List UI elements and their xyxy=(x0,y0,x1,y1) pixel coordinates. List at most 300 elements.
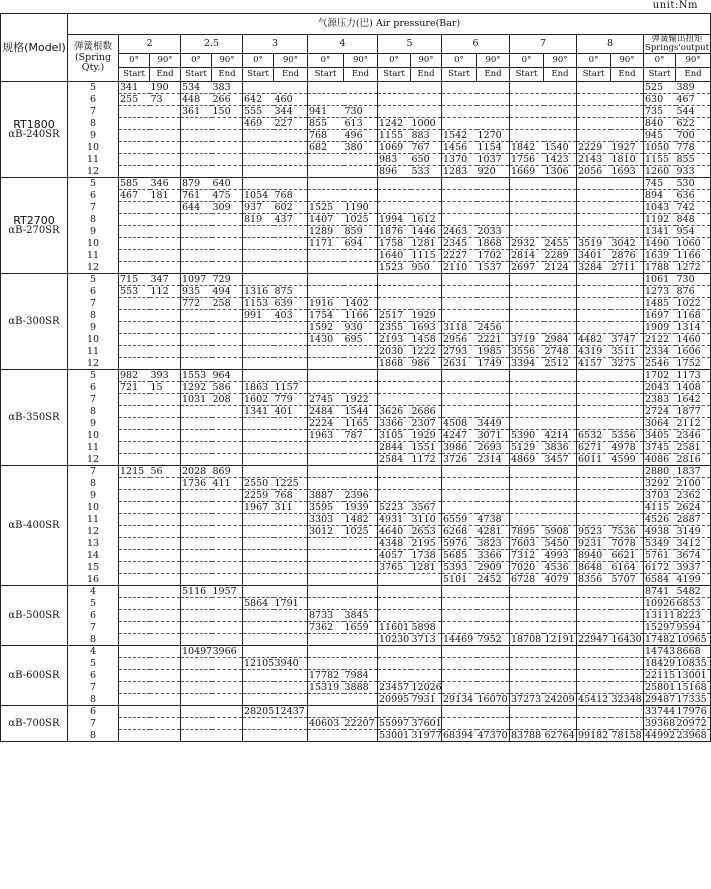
torque-cell: 2581 xyxy=(676,442,711,454)
torque-cell xyxy=(243,682,274,694)
torque-cell xyxy=(378,94,411,106)
torque-cell: 7312 xyxy=(510,550,544,562)
torque-cell: 1153 xyxy=(243,298,274,310)
spring-qty-cell: 5 xyxy=(68,370,119,382)
torque-cell: 3292 xyxy=(644,478,676,490)
torque-cell xyxy=(611,226,644,238)
torque-cell: 32348 xyxy=(611,693,642,705)
torque-cell: 1738 xyxy=(411,550,442,562)
torque-cell: 55997 xyxy=(379,717,410,729)
table-row xyxy=(1,142,711,154)
torque-cell: 2693 xyxy=(477,442,510,454)
torque-cell xyxy=(577,622,611,634)
torque-cell: 3401 xyxy=(577,250,611,262)
torque-cell xyxy=(510,106,544,118)
torque-cell: 1837 xyxy=(676,466,711,478)
torque-cell xyxy=(308,442,344,454)
torque-cell xyxy=(243,562,274,574)
torque-cell xyxy=(477,82,510,94)
torque-cell xyxy=(611,82,644,94)
torque-cell xyxy=(243,694,274,706)
torque-cell xyxy=(308,358,344,370)
torque-cell: 5898 xyxy=(411,622,442,634)
torque-cell xyxy=(119,586,150,598)
torque-cell xyxy=(442,670,477,682)
torque-cell: 1756 xyxy=(510,154,544,166)
torque-cell xyxy=(150,406,181,418)
spring-qty-cell: 8 xyxy=(68,730,119,742)
torque-cell xyxy=(274,250,308,262)
torque-cell xyxy=(344,646,378,658)
torque-cell: 986 xyxy=(411,358,442,370)
torque-cell xyxy=(181,322,212,334)
spring-qty-cell: 6 xyxy=(68,706,119,718)
model-name: αB-500SR xyxy=(8,609,60,621)
start-label: Start xyxy=(442,68,477,82)
torque-cell: 227 xyxy=(274,118,308,130)
model-name: αB-350SR xyxy=(8,411,60,423)
torque-cell xyxy=(274,670,308,682)
torque-cell: 1810 xyxy=(611,154,644,166)
torque-cell xyxy=(150,694,181,706)
torque-cell: 190 xyxy=(150,82,181,94)
table-row xyxy=(1,694,711,706)
torque-cell xyxy=(442,82,477,94)
torque-cell xyxy=(577,658,611,670)
torque-cell: 3595 xyxy=(308,502,344,514)
spring-qty-cell: 10 xyxy=(68,334,119,346)
torque-cell: 1060 xyxy=(676,238,711,250)
torque-cell xyxy=(308,694,344,706)
torque-cell: 4214 xyxy=(544,430,577,442)
torque-cell xyxy=(212,358,243,370)
spring-output-header: 弹簧输出扭矩 Springs'output xyxy=(645,34,710,53)
torque-cell: 3519 xyxy=(577,238,611,250)
torque-cell xyxy=(308,166,344,178)
torque-cell xyxy=(442,406,477,418)
torque-cell xyxy=(477,202,510,214)
table-row xyxy=(1,166,711,178)
torque-cell xyxy=(150,670,181,682)
torque-cell xyxy=(544,406,577,418)
torque-cell xyxy=(308,346,344,358)
torque-cell xyxy=(544,130,577,142)
torque-cell xyxy=(411,658,442,670)
angle-label: 90° xyxy=(274,54,308,68)
torque-cell xyxy=(477,406,510,418)
torque-cell xyxy=(544,514,577,526)
torque-cell xyxy=(378,574,411,586)
torque-cell xyxy=(274,622,308,634)
torque-cell xyxy=(181,346,212,358)
torque-cell: 8668 xyxy=(676,646,711,658)
torque-cell xyxy=(243,370,274,382)
torque-cell xyxy=(442,382,477,394)
torque-cell xyxy=(611,718,644,730)
torque-cell xyxy=(344,82,378,94)
angle-label: 0° xyxy=(577,54,611,68)
torque-cell xyxy=(181,598,212,610)
torque-cell: 2711 xyxy=(611,262,644,274)
torque-cell xyxy=(611,214,644,226)
spring-qty-cell: 7 xyxy=(68,682,119,694)
torque-cell xyxy=(212,322,243,334)
torque-cell xyxy=(477,490,510,502)
table-row xyxy=(1,334,711,346)
torque-cell: 1702 xyxy=(477,250,510,262)
torque-cell xyxy=(212,550,243,562)
torque-cell xyxy=(442,298,477,310)
torque-cell: 4348 xyxy=(378,538,411,550)
torque-cell: 4536 xyxy=(544,562,577,574)
torque-cell xyxy=(181,538,212,550)
torque-cell: 5908 xyxy=(544,526,577,538)
torque-cell: 309 xyxy=(212,202,243,214)
spring-qty-cell: 10 xyxy=(68,142,119,154)
torque-cell: 475 xyxy=(212,190,243,202)
torque-cell: 15168 xyxy=(676,682,711,694)
torque-cell: 4599 xyxy=(611,454,644,466)
torque-cell xyxy=(150,322,181,334)
torque-cell: 53001 xyxy=(379,729,410,741)
torque-cell xyxy=(577,418,611,430)
torque-cell: 859 xyxy=(344,226,378,238)
torque-cell: 2043 xyxy=(644,382,676,394)
torque-cell xyxy=(611,418,644,430)
torque-cell: 2355 xyxy=(378,322,411,334)
torque-cell: 869 xyxy=(212,466,243,478)
torque-cell xyxy=(344,154,378,166)
torque-cell: 2455 xyxy=(544,238,577,250)
table-row xyxy=(1,358,711,370)
torque-cell xyxy=(344,346,378,358)
torque-cell xyxy=(119,562,150,574)
torque-cell xyxy=(510,514,544,526)
spring-qty-cell: 8 xyxy=(68,214,119,226)
torque-cell xyxy=(119,598,150,610)
pressure-header: 4 xyxy=(308,35,378,54)
torque-cell xyxy=(378,706,411,718)
torque-cell xyxy=(344,550,378,562)
torque-cell: 3713 xyxy=(411,634,442,646)
torque-cell: 6011 xyxy=(577,454,611,466)
torque-cell xyxy=(577,274,611,286)
table-row xyxy=(1,538,711,550)
torque-cell xyxy=(611,646,644,658)
torque-cell xyxy=(243,238,274,250)
torque-cell: 7952 xyxy=(477,634,510,646)
torque-cell: 9231 xyxy=(577,538,611,550)
torque-cell xyxy=(344,478,378,490)
torque-cell: 983 xyxy=(378,154,411,166)
spring-qty-cell: 16 xyxy=(68,574,119,586)
torque-cell: 2193 xyxy=(378,334,411,346)
torque-cell xyxy=(344,178,378,190)
torque-cell: 2334 xyxy=(644,346,676,358)
torque-cell: 544 xyxy=(676,106,711,118)
torque-cell xyxy=(442,658,477,670)
torque-cell: 639 xyxy=(274,298,308,310)
torque-cell xyxy=(119,202,150,214)
torque-cell xyxy=(212,166,243,178)
torque-cell: 1485 xyxy=(644,298,676,310)
torque-cell xyxy=(544,490,577,502)
torque-cell: 3012 xyxy=(308,526,344,538)
torque-cell xyxy=(119,418,150,430)
torque-cell: 613 xyxy=(344,118,378,130)
torque-cell xyxy=(119,154,150,166)
torque-cell xyxy=(150,358,181,370)
torque-cell xyxy=(150,586,181,598)
torque-cell: 1097 xyxy=(181,274,212,286)
torque-cell: 1031 xyxy=(181,394,212,406)
torque-cell: 5390 xyxy=(510,430,544,442)
torque-cell xyxy=(274,130,308,142)
torque-cell xyxy=(119,322,150,334)
torque-cell xyxy=(181,430,212,442)
spring-qty-cell: 8 xyxy=(68,694,119,706)
angle-label: 90° xyxy=(212,54,243,68)
torque-cell xyxy=(308,478,344,490)
torque-cell xyxy=(243,346,274,358)
torque-cell xyxy=(150,634,181,646)
torque-cell xyxy=(150,226,181,238)
torque-cell: 1173 xyxy=(676,370,711,382)
torque-cell: 1659 xyxy=(344,622,378,634)
torque-cell xyxy=(510,130,544,142)
table-row xyxy=(1,322,711,334)
torque-cell xyxy=(577,94,611,106)
torque-cell xyxy=(344,658,378,670)
torque-cell xyxy=(577,682,611,694)
table-row xyxy=(1,238,711,250)
spring-qty-cell: 5 xyxy=(68,658,119,670)
torque-cell xyxy=(411,490,442,502)
torque-cell: 3118 xyxy=(442,322,477,334)
torque-cell: 1544 xyxy=(344,406,378,418)
torque-cell xyxy=(150,154,181,166)
torque-cell: 7984 xyxy=(344,670,378,682)
torque-cell: 1994 xyxy=(378,214,411,226)
torque-cell: 2932 xyxy=(510,238,544,250)
spring-qty-cell: 9 xyxy=(68,418,119,430)
torque-cell xyxy=(544,706,577,718)
torque-cell xyxy=(611,310,644,322)
torque-cell: 7931 xyxy=(411,694,442,706)
torque-cell xyxy=(477,178,510,190)
model-cell xyxy=(1,466,68,586)
torque-cell: 4738 xyxy=(477,514,510,526)
torque-cell xyxy=(411,94,442,106)
torque-cell xyxy=(150,250,181,262)
start-label: Start xyxy=(644,68,676,82)
torque-cell: 6164 xyxy=(611,562,644,574)
torque-cell xyxy=(411,610,442,622)
torque-cell xyxy=(378,82,411,94)
torque-cell xyxy=(119,718,150,730)
torque-cell: 1190 xyxy=(344,202,378,214)
torque-cell: 4640 xyxy=(378,526,411,538)
torque-cell xyxy=(212,250,243,262)
torque-cell: 2584 xyxy=(378,454,411,466)
torque-cell xyxy=(378,466,411,478)
torque-cell: 1314 xyxy=(676,322,711,334)
torque-cell xyxy=(274,634,308,646)
torque-cell: 10926 xyxy=(645,597,676,609)
torque-cell xyxy=(477,670,510,682)
torque-cell xyxy=(119,526,150,538)
torque-cell xyxy=(442,310,477,322)
torque-cell xyxy=(442,718,477,730)
torque-cell: 16430 xyxy=(611,633,642,645)
torque-cell: 2383 xyxy=(644,394,676,406)
torque-cell xyxy=(611,370,644,382)
torque-cell: 1602 xyxy=(243,394,274,406)
torque-cell xyxy=(212,718,243,730)
table-row xyxy=(1,442,711,454)
torque-cell: 7603 xyxy=(510,538,544,550)
torque-cell xyxy=(119,634,150,646)
torque-cell xyxy=(344,358,378,370)
torque-cell xyxy=(119,106,150,118)
torque-cell xyxy=(181,142,212,154)
torque-cell: 2887 xyxy=(676,514,711,526)
torque-cell xyxy=(243,262,274,274)
torque-cell xyxy=(477,646,510,658)
torque-cell xyxy=(378,286,411,298)
torque-cell: 3412 xyxy=(676,538,711,550)
torque-cell xyxy=(119,490,150,502)
torque-cell xyxy=(344,250,378,262)
torque-cell xyxy=(411,478,442,490)
torque-cell: 14743 xyxy=(645,645,676,657)
torque-cell xyxy=(181,442,212,454)
torque-cell xyxy=(150,682,181,694)
torque-cell: 2195 xyxy=(411,538,442,550)
torque-cell xyxy=(308,82,344,94)
torque-cell xyxy=(274,718,308,730)
torque-cell xyxy=(212,118,243,130)
torque-cell: 460 xyxy=(274,94,308,106)
torque-cell xyxy=(378,370,411,382)
torque-cell: 2346 xyxy=(676,430,711,442)
torque-cell: 982 xyxy=(119,370,150,382)
spring-qty-cell: 12 xyxy=(68,454,119,466)
torque-cell xyxy=(243,718,274,730)
spring-qty-cell: 12 xyxy=(68,166,119,178)
table-row xyxy=(1,274,711,286)
torque-cell xyxy=(411,286,442,298)
torque-cell xyxy=(477,718,510,730)
torque-cell xyxy=(510,418,544,430)
torque-cell: 1171 xyxy=(308,238,344,250)
torque-cell xyxy=(611,178,644,190)
model-name: αB-600SR xyxy=(8,669,60,681)
spring-qty-cell: 13 xyxy=(68,538,119,550)
torque-cell xyxy=(577,610,611,622)
torque-cell xyxy=(611,502,644,514)
torque-cell xyxy=(378,298,411,310)
torque-cell: 15 xyxy=(150,382,181,394)
torque-cell xyxy=(274,538,308,550)
torque-cell xyxy=(181,622,212,634)
torque-cell xyxy=(274,418,308,430)
torque-cell xyxy=(308,250,344,262)
torque-cell: 1370 xyxy=(442,154,477,166)
torque-cell xyxy=(119,610,150,622)
torque-cell xyxy=(442,214,477,226)
torque-cell xyxy=(212,538,243,550)
torque-cell: 2028 xyxy=(181,466,212,478)
torque-cell xyxy=(150,454,181,466)
torque-cell: 4931 xyxy=(378,514,411,526)
torque-cell: 2362 xyxy=(676,490,711,502)
spring-qty-cell: 6 xyxy=(68,94,119,106)
torque-cell: 17335 xyxy=(676,694,711,706)
torque-cell: 640 xyxy=(212,178,243,190)
torque-cell: 258 xyxy=(212,298,243,310)
torque-cell xyxy=(274,430,308,442)
torque-cell xyxy=(442,610,477,622)
angle-label: 0° xyxy=(243,54,274,68)
torque-cell: 2909 xyxy=(477,562,510,574)
torque-cell: 361 xyxy=(181,106,212,118)
torque-cell: 1157 xyxy=(274,382,308,394)
torque-cell xyxy=(119,118,150,130)
torque-cell: 1693 xyxy=(411,322,442,334)
spring-qty-cell: 8 xyxy=(68,478,119,490)
torque-cell: 1957 xyxy=(212,586,243,598)
torque-cell: 1283 xyxy=(442,166,477,178)
torque-cell: 772 xyxy=(181,298,212,310)
torque-cell: 3719 xyxy=(510,334,544,346)
torque-cell xyxy=(119,346,150,358)
torque-cell xyxy=(243,430,274,442)
torque-cell xyxy=(181,694,212,706)
torque-cell xyxy=(611,670,644,682)
spring-qty-cell: 7 xyxy=(68,466,119,478)
torque-cell xyxy=(344,370,378,382)
torque-cell: 5864 xyxy=(243,598,274,610)
torque-cell xyxy=(243,226,274,238)
torque-cell: 2289 xyxy=(544,250,577,262)
torque-cell: 1172 xyxy=(411,454,442,466)
torque-cell: 10965 xyxy=(676,634,711,646)
torque-cell: 630 xyxy=(644,94,676,106)
torque-cell xyxy=(442,586,477,598)
torque-cell xyxy=(274,358,308,370)
torque-cell xyxy=(243,358,274,370)
torque-cell: 3405 xyxy=(644,430,676,442)
torque-cell xyxy=(150,574,181,586)
model-name: αB-240SR xyxy=(8,129,60,140)
spring-qty-cell: 6 xyxy=(68,382,119,394)
end-label: End xyxy=(212,68,243,82)
torque-cell: 5707 xyxy=(611,574,644,586)
torque-cell: 5976 xyxy=(442,538,477,550)
torque-cell: 13001 xyxy=(676,670,711,682)
torque-cell xyxy=(274,262,308,274)
torque-cell xyxy=(344,730,378,742)
torque-cell: 47370 xyxy=(477,729,508,741)
spring-qty-cell: 7 xyxy=(68,298,119,310)
torque-cell xyxy=(308,178,344,190)
torque-cell xyxy=(274,466,308,478)
spring-qty-cell: 9 xyxy=(68,490,119,502)
model-header: 规格(Model) xyxy=(1,14,68,82)
torque-cell xyxy=(119,730,150,742)
table-row xyxy=(1,190,711,202)
